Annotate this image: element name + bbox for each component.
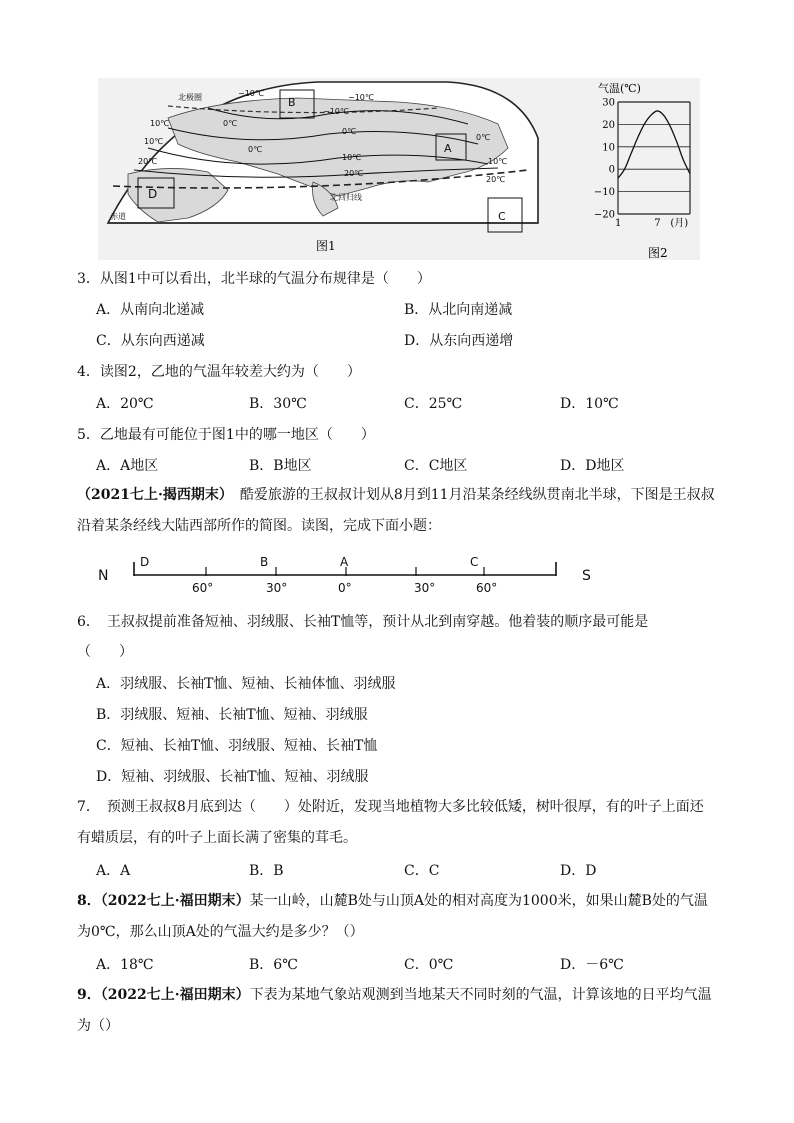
tick-label-0: 0° — [338, 581, 352, 595]
label-iso-0-c: 0℃ — [342, 127, 357, 136]
label-region-d: D — [148, 187, 158, 201]
chart-y-tick-label: −20 — [593, 209, 615, 221]
q8-stem — [77, 886, 717, 948]
q4-stem: 4．读图2，乙地的气温年较差大约为（ ） — [77, 364, 361, 380]
label-region-a: A — [444, 142, 452, 155]
label-arctic-circle: 北极圈 — [178, 93, 202, 102]
q5-option-a[interactable]: A．A地区 — [96, 458, 159, 474]
chart-y-tick-label: 30 — [602, 97, 615, 109]
label-north: N — [98, 568, 109, 584]
q4-option-b[interactable]: B．30℃ — [249, 396, 307, 412]
intro-paragraph — [77, 480, 717, 542]
q3-option-d[interactable]: D．从东向西递增 — [404, 333, 514, 349]
q3-option-c[interactable]: C．从东向西递减 — [96, 333, 205, 349]
tick-label-60n: 60° — [192, 581, 214, 595]
label-south: S — [582, 568, 591, 584]
q6-option-c[interactable]: C．短袖、长袖T恤、羽绒服、短袖、长袖T恤 — [96, 738, 378, 754]
q5-option-c[interactable]: C．C地区 — [404, 458, 468, 474]
tick-label-30s: 30° — [414, 581, 436, 595]
q9-stem — [77, 980, 717, 1042]
label-iso-20-a: 20℃ — [138, 157, 158, 166]
point-b: B — [260, 555, 269, 569]
q8-option-d[interactable]: D．－6℃ — [560, 957, 624, 973]
figure1-caption: 图1 — [316, 239, 336, 253]
chart-y-tick-label: 10 — [602, 142, 615, 154]
label-iso-0-b: 0℃ — [248, 145, 263, 154]
temperature-curve — [618, 111, 690, 178]
chart-x-ticks — [615, 217, 688, 229]
chart-x-tick-label: 7 — [654, 218, 661, 229]
q3-option-b[interactable]: B．从北向南递减 — [404, 302, 513, 318]
q6-option-d[interactable]: D．短袖、羽绒服、长袖T恤、短袖、羽绒服 — [96, 769, 369, 785]
tick-label-30n: 30° — [266, 581, 288, 595]
q5-stem: 5．乙地最有可能位于图1中的哪一地区（ ） — [77, 427, 375, 443]
q7-option-c[interactable]: C．C — [404, 863, 440, 879]
label-iso-0-a: 0℃ — [223, 119, 238, 128]
label-iso-m10-c: −10℃ — [348, 93, 374, 102]
q7-option-b[interactable]: B．B — [249, 863, 284, 879]
q4-option-a[interactable]: A．20℃ — [96, 396, 154, 412]
point-a: A — [340, 555, 349, 569]
chart-y-tick-label: 0 — [608, 164, 615, 176]
intro-source: （2021七上·揭西期末） — [77, 487, 226, 503]
figure2-caption: 图2 — [648, 246, 668, 260]
label-iso-0-d: 0℃ — [476, 133, 491, 142]
q7-option-a[interactable]: A．A — [96, 863, 131, 879]
label-iso-m10-a: −10℃ — [238, 89, 264, 98]
intro-text: 酷爱旅游的王叔叔计划从8月到11月沿某条经线纵贯南北半球，下图是王叔叔沿着某条经线大陆西部所作的简图。读图，完成下面小题： — [77, 487, 715, 534]
q8-text: 某一山岭，山麓B处与山顶A处的相对高度为1000米，如果山麓B处的气温为0℃，那么山顶A处的气温大约是多少？（） — [77, 893, 708, 940]
label-iso-m10-b: −10℃ — [323, 107, 349, 116]
q7-option-d[interactable]: D．D — [560, 863, 597, 879]
q9-source: 9．（2022七上·福田期末） — [77, 987, 250, 1003]
label-iso-20-c: 20℃ — [486, 175, 506, 184]
q8-option-b[interactable]: B．6℃ — [249, 957, 298, 973]
q3-option-a[interactable]: A．从南向北递减 — [96, 302, 205, 318]
label-equator: 赤道 — [110, 212, 126, 221]
q6-paren: （ ） — [77, 644, 133, 660]
chart-x-tick-label: 1 — [615, 218, 622, 229]
chart-title: 气温(℃) — [598, 82, 641, 95]
label-region-b: B — [288, 96, 296, 109]
chart-y-tick-label: 20 — [602, 119, 615, 131]
q6-option-b[interactable]: B．羽绒服、短袖、长袖T恤、短袖、羽绒服 — [96, 707, 368, 723]
q5-option-b[interactable]: B．B地区 — [249, 458, 312, 474]
q7-stem: 7． 预测王叔叔8月底到达（ ）处附近，发现当地植物大多比较低矮，树叶很厚，有的叶子上面还有蜡质层，有的叶子上面长满了密集的茸毛。 — [77, 799, 704, 846]
q8-source: 8．（2022七上·福田期末） — [77, 893, 250, 909]
q4-option-d[interactable]: D．10℃ — [560, 396, 619, 412]
temperature-chart — [588, 80, 700, 260]
point-c: C — [470, 555, 479, 569]
label-iso-10-b: 10℃ — [144, 137, 164, 146]
label-iso-10-c: 10℃ — [342, 153, 362, 162]
chart-y-ticks — [594, 98, 615, 221]
label-iso-10-d: 10℃ — [488, 157, 508, 166]
q4-option-c[interactable]: C．25℃ — [404, 396, 463, 412]
q8-option-a[interactable]: A．18℃ — [96, 957, 154, 973]
chart-x-axis-label: (月) — [670, 218, 689, 229]
label-tropic: 北回归线 — [330, 193, 362, 202]
chart-y-tick-label: −10 — [593, 187, 615, 199]
q8-option-c[interactable]: C．0℃ — [404, 957, 454, 973]
label-iso-20-b: 20℃ — [344, 169, 364, 178]
latitude-line-diagram — [90, 550, 610, 600]
q5-option-d[interactable]: D．D地区 — [560, 458, 625, 474]
q6-option-a[interactable]: A．羽绒服、长袖T恤、短袖、长袖体恤、羽绒服 — [96, 676, 396, 692]
label-region-c: C — [498, 210, 506, 223]
point-d: D — [140, 555, 150, 569]
q3-stem: 3．从图1中可以看出，北半球的气温分布规律是（ ） — [77, 271, 431, 287]
label-iso-10-a: 10℃ — [150, 119, 170, 128]
q9-text: 下表为某地气象站观测到当地某天不同时刻的气温，计算该地的日平均气温为（） — [77, 987, 712, 1034]
q6-stem: 6． 王叔叔提前准备短袖、羽绒服、长袖T恤等，预计从北到南穿越。他着装的顺序最可能是 — [77, 614, 649, 630]
tick-label-60s: 60° — [476, 581, 498, 595]
